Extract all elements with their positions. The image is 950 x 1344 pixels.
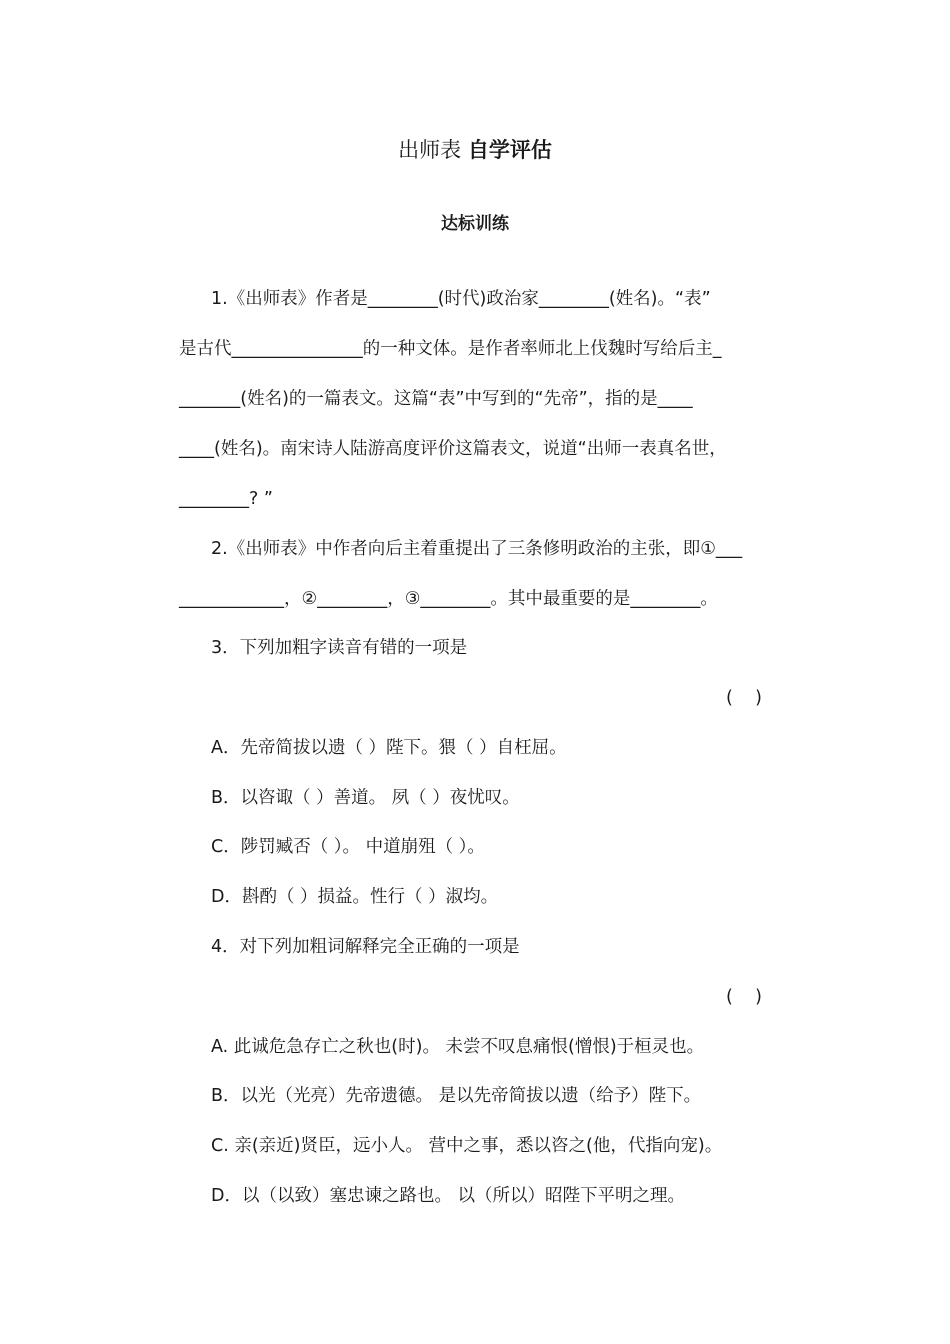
q4-option-b: B．以光（光亮）先帝遗德。 是以先帝简拔以遗（给予）陛下。 [211,1086,702,1106]
q3-option-d: D．斟酌（ ）损益。性行（ ）淑均。 [211,887,499,907]
q4-option-d: D．以（以致）塞忠谏之路也。 以（所以）昭陛下平明之理。 [211,1186,686,1206]
q3-option-c: C．陟罚臧否（ ）。 中道崩殂（ ）。 [211,837,485,857]
q1-line-4: ____(姓名)。南宋诗人陆游高度评价这篇表文，说道“出师一表真名世， [179,439,727,459]
q1-line-2: 是古代_______________的一种文体。是作者率师北上伐魏时写给后主_ [179,339,722,359]
q2-line-2: ____________，②________，③________。其中最重要的是________。 [179,589,718,609]
q1-line-5: ________? ” [179,489,273,509]
section-title: 达标训练 [441,214,509,234]
title-main: 出师表 [398,138,462,162]
q4-option-a: A. 此诚危急存亡之秋也(时)。 未尝不叹息痛恨(憎恨)于桓灵也。 [211,1037,705,1057]
q4-answer-bracket: ( ) [726,987,762,1007]
q4-option-c: C. 亲(亲近)贤臣，远小人。 营中之事，悉以咨之(他，代指向宠)。 [211,1136,723,1156]
q3-answer-bracket: ( ) [726,688,762,708]
q3-option-b: B．以咨诹（ ）善道。 夙（ ）夜忧叹。 [211,788,520,808]
q3-option-a: A．先帝简拔以遗（ ）陛下。猥（ ）自枉屈。 [211,738,567,758]
page-title [0,134,950,166]
q1-line-1: 1.《出师表》作者是________(时代)政治家________(姓名)。“表” [211,289,711,309]
title-sub: 自学评估 [467,138,552,162]
q3-stem: 3．下列加粗字读音有错的一项是 [211,638,468,658]
q1-line-3: _______(姓名)的一篇表文。这篇“表”中写到的“先帝”，指的是____ [179,389,693,409]
q2-line-1: 2.《出师表》中作者向后主着重提出了三条修明政治的主张，即①___ [211,539,743,559]
q4-stem: 4．对下列加粗词解释完全正确的一项是 [211,937,520,957]
